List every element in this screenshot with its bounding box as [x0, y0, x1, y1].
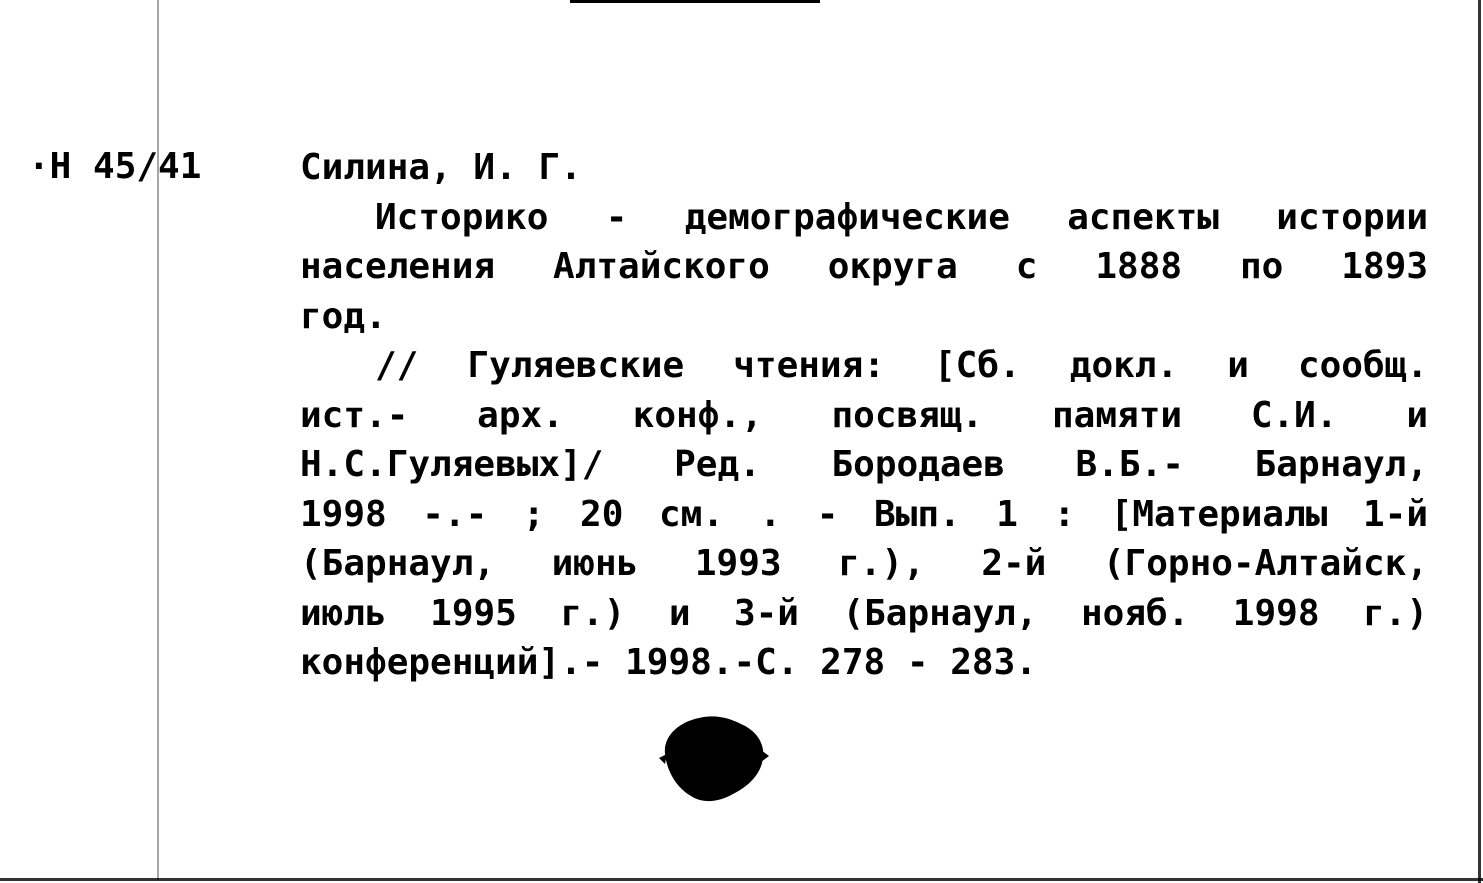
source-line-2: ист.- арх. конф., посвящ. памяти С.И. и: [300, 394, 1428, 436]
bibliographic-entry: [300, 143, 1428, 688]
title-line-2: населения Алтайского округа с 1888 по 1893: [300, 246, 1428, 287]
source-line-1: // Гуляевские чтения: [Сб. докл. и сообщ.: [375, 345, 1428, 386]
top-edge-rule: [570, 0, 820, 3]
title-line-3: год.: [300, 295, 387, 337]
punch-hole-icon: [657, 714, 769, 806]
source-line-7: конференций].- 1998.-С. 278 - 283.: [300, 642, 1037, 683]
left-margin-rule: [157, 0, 159, 880]
source-line-6: июль 1995 г.) и 3-й (Барнаул, нояб. 1998 г.): [300, 592, 1428, 634]
right-edge-rule: [1478, 0, 1481, 883]
source-line-3: Н.С.Гуляевых]/ Ред. Бородаев В.Б.- Барнаул,: [300, 444, 1428, 485]
call-number: ·Н 45/41: [28, 146, 202, 187]
source-line-4: 1998 -.- ; 20 см. . - Вып. 1 : [Материалы 1-й: [300, 493, 1428, 535]
title-line-1: Историко - демографические аспекты истории: [375, 196, 1428, 238]
author-line: Силина, И. Г.: [300, 147, 582, 188]
bottom-edge-rule: [0, 878, 1483, 881]
source-line-5: (Барнаул, июнь 1993 г.), 2-й (Горно-Алтайск,: [300, 543, 1428, 584]
